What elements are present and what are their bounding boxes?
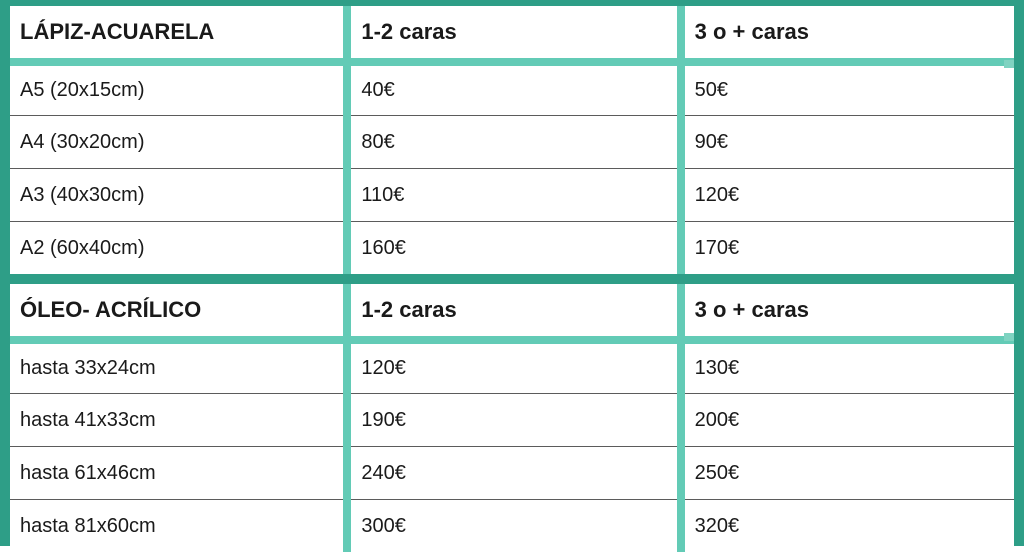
- price-table: [10, 6, 1014, 552]
- cell-price-1-2: 120€: [347, 340, 680, 393]
- cell-size: hasta 81x60cm: [10, 499, 347, 552]
- cell-price-3plus: 250€: [681, 446, 1014, 499]
- cell-price-3plus: 120€: [681, 168, 1014, 221]
- price-list-inner: [10, 6, 1014, 538]
- table-row: [10, 221, 1014, 274]
- cell-price-3plus: 90€: [681, 115, 1014, 168]
- cell-size: A3 (40x30cm): [10, 168, 347, 221]
- table-row: [10, 393, 1014, 446]
- header-cell-faces-1-2: 1-2 caras: [347, 6, 680, 62]
- header-cell-faces-3plus: 3 o + caras: [681, 284, 1014, 340]
- cell-price-3plus: 130€: [681, 340, 1014, 393]
- cell-price-3plus: 170€: [681, 221, 1014, 274]
- section-divider-cell: [347, 274, 680, 284]
- cell-size: A2 (60x40cm): [10, 221, 347, 274]
- header-cell-faces-1-2: 1-2 caras: [347, 284, 680, 340]
- table-row: [10, 446, 1014, 499]
- header-edge-strip-bottom: [1004, 333, 1014, 341]
- section-divider-cell: [681, 274, 1014, 284]
- table-row: [10, 115, 1014, 168]
- section-divider: [10, 274, 1014, 284]
- header-cell-category: LÁPIZ-ACUARELA: [10, 6, 347, 62]
- cell-price-3plus: 320€: [681, 499, 1014, 552]
- cell-price-1-2: 240€: [347, 446, 680, 499]
- cell-size: hasta 61x46cm: [10, 446, 347, 499]
- cell-price-1-2: 190€: [347, 393, 680, 446]
- header-edge-strip-top: [1004, 60, 1014, 68]
- cell-size: A5 (20x15cm): [10, 62, 347, 115]
- cell-price-3plus: 50€: [681, 62, 1014, 115]
- table-header-row-oil: [10, 284, 1014, 340]
- table-row: [10, 62, 1014, 115]
- cell-size: hasta 41x33cm: [10, 393, 347, 446]
- cell-size: hasta 33x24cm: [10, 340, 347, 393]
- cell-price-1-2: 300€: [347, 499, 680, 552]
- cell-price-1-2: 110€: [347, 168, 680, 221]
- cell-price-1-2: 80€: [347, 115, 680, 168]
- table-row: [10, 168, 1014, 221]
- cell-price-1-2: 160€: [347, 221, 680, 274]
- table-row: [10, 340, 1014, 393]
- section-divider-cell: [10, 274, 347, 284]
- table-header-row-pencil: [10, 6, 1014, 62]
- header-cell-faces-3plus: 3 o + caras: [681, 6, 1014, 62]
- cell-size: A4 (30x20cm): [10, 115, 347, 168]
- table-row: [10, 499, 1014, 552]
- header-cell-category: ÓLEO- ACRÍLICO: [10, 284, 347, 340]
- cell-price-3plus: 200€: [681, 393, 1014, 446]
- cell-price-1-2: 40€: [347, 62, 680, 115]
